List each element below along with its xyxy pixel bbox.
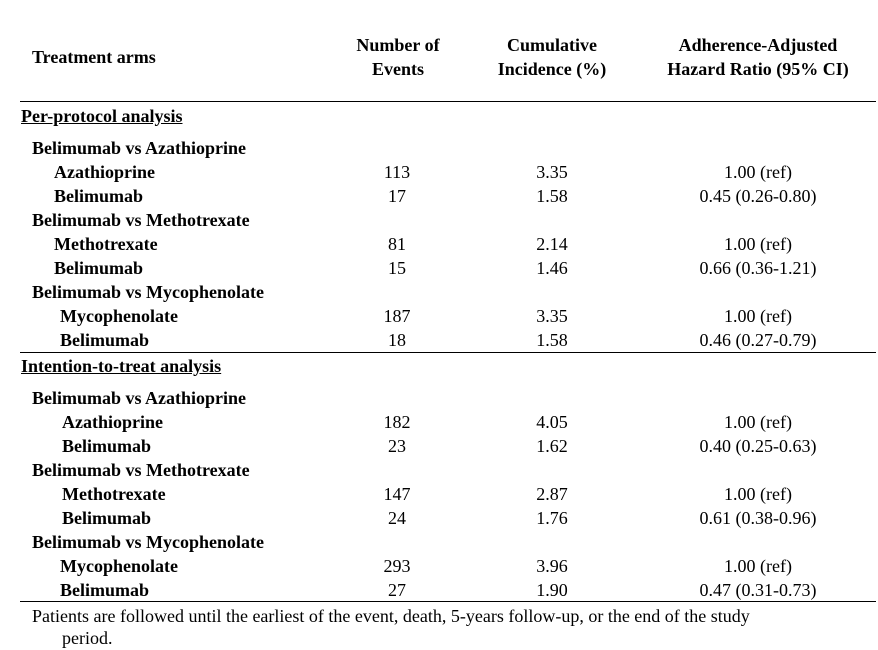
incidence-cell: 2.87 [536, 484, 568, 504]
comparison-row [0, 280, 878, 304]
bottom-rule [20, 601, 876, 602]
header-number-of-events [340, 33, 456, 81]
events-cell: 182 [383, 412, 411, 432]
hazard-ratio-cell: 0.46 (0.27-0.79) [699, 330, 817, 350]
hazard-ratio-cell: 0.47 (0.31-0.73) [699, 580, 817, 600]
section-rule [20, 352, 876, 353]
arm-label: Belimumab [54, 186, 144, 206]
table-row [0, 160, 878, 184]
header-cumulative-incidence-line1: Cumulative [507, 35, 597, 55]
events-cell: 187 [383, 306, 411, 326]
header-cumulative-incidence [480, 33, 624, 81]
table-row [0, 256, 878, 280]
events-cell: 24 [388, 508, 406, 528]
comparison-label: Belimumab vs Azathioprine [32, 388, 247, 408]
arm-label: Methotrexate [54, 234, 158, 254]
hazard-ratio-cell: 0.66 (0.36-1.21) [699, 258, 817, 278]
arm-label: Azathioprine [54, 162, 155, 182]
comparison-row [0, 136, 878, 160]
hazard-ratio-cell: 0.61 (0.38-0.96) [699, 508, 817, 528]
header-number-of-events-line1: Number of [356, 35, 440, 55]
comparison-row [0, 458, 878, 482]
hazard-ratio-cell: 1.00 (ref) [724, 556, 792, 576]
comparison-label: Belimumab vs Azathioprine [32, 138, 247, 158]
events-cell: 27 [388, 580, 406, 600]
incidence-cell: 1.62 [536, 436, 568, 456]
header-rule [20, 101, 876, 102]
events-cell: 147 [383, 484, 411, 504]
incidence-cell: 4.05 [536, 412, 568, 432]
comparison-label: Belimumab vs Mycophenolate [32, 282, 264, 302]
table-row [0, 232, 878, 256]
incidence-cell: 1.46 [536, 258, 568, 278]
incidence-cell: 3.96 [536, 556, 568, 576]
section-title-per-protocol: Per-protocol analysis [21, 106, 183, 126]
comparison-label: Belimumab vs Methotrexate [32, 210, 250, 230]
arm-label: Belimumab [60, 330, 150, 350]
table-row [0, 410, 878, 434]
arm-label: Belimumab [62, 436, 152, 456]
arm-label: Belimumab [54, 258, 144, 278]
incidence-cell: 1.76 [536, 508, 568, 528]
comparison-label: Belimumab vs Methotrexate [32, 460, 250, 480]
footnote-continuation: period. [62, 628, 113, 648]
incidence-cell: 3.35 [536, 306, 568, 326]
comparison-row [0, 208, 878, 232]
header-hazard-ratio-line2: Hazard Ratio (95% CI) [667, 59, 849, 79]
arm-label: Methotrexate [62, 484, 166, 504]
header-number-of-events-line2: Events [371, 59, 424, 79]
hazard-ratio-cell: 1.00 (ref) [724, 412, 792, 432]
table-row [0, 328, 878, 352]
table-row [0, 304, 878, 328]
hazard-ratio-cell: 0.45 (0.26-0.80) [699, 186, 817, 206]
table-row [0, 434, 878, 458]
events-cell: 17 [388, 186, 406, 206]
incidence-cell: 1.58 [536, 186, 568, 206]
hazard-ratio-cell: 0.40 (0.25-0.63) [699, 436, 817, 456]
events-cell: 81 [388, 234, 406, 254]
arm-label: Azathioprine [62, 412, 163, 432]
hazard-ratio-cell: 1.00 (ref) [724, 306, 792, 326]
events-cell: 113 [383, 162, 411, 182]
arm-label: Mycophenolate [60, 556, 178, 576]
hazard-ratio-cell: 1.00 (ref) [724, 162, 792, 182]
header-treatment-arms: Treatment arms [32, 47, 156, 67]
comparison-row [0, 386, 878, 410]
hazard-ratio-cell: 1.00 (ref) [724, 484, 792, 504]
table-row [0, 184, 878, 208]
incidence-cell: 2.14 [536, 234, 568, 254]
events-cell: 18 [388, 330, 406, 350]
events-cell: 15 [388, 258, 406, 278]
hazard-ratio-cell: 1.00 (ref) [724, 234, 792, 254]
arm-label: Belimumab [60, 580, 150, 600]
arm-label: Belimumab [62, 508, 152, 528]
incidence-cell: 1.90 [536, 580, 568, 600]
arm-label: Mycophenolate [60, 306, 178, 326]
table-row [0, 506, 878, 530]
incidence-cell: 1.58 [536, 330, 568, 350]
comparison-row [0, 530, 878, 554]
table-row [0, 578, 878, 602]
events-cell: 293 [383, 556, 411, 576]
section-title-intention-to-treat: Intention-to-treat analysis [21, 356, 222, 376]
incidence-cell: 3.35 [536, 162, 568, 182]
header-hazard-ratio-line1: Adherence-Adjusted [678, 35, 838, 55]
header-cumulative-incidence-line2: Incidence (%) [497, 59, 607, 79]
header-hazard-ratio [638, 33, 878, 81]
comparison-label: Belimumab vs Mycophenolate [32, 532, 264, 552]
table-row [0, 554, 878, 578]
table-row [0, 482, 878, 506]
footnote: Patients are followed until the earliest of the event, death, 5-years follow-up, or the end of the study [32, 606, 750, 626]
events-cell: 23 [388, 436, 406, 456]
